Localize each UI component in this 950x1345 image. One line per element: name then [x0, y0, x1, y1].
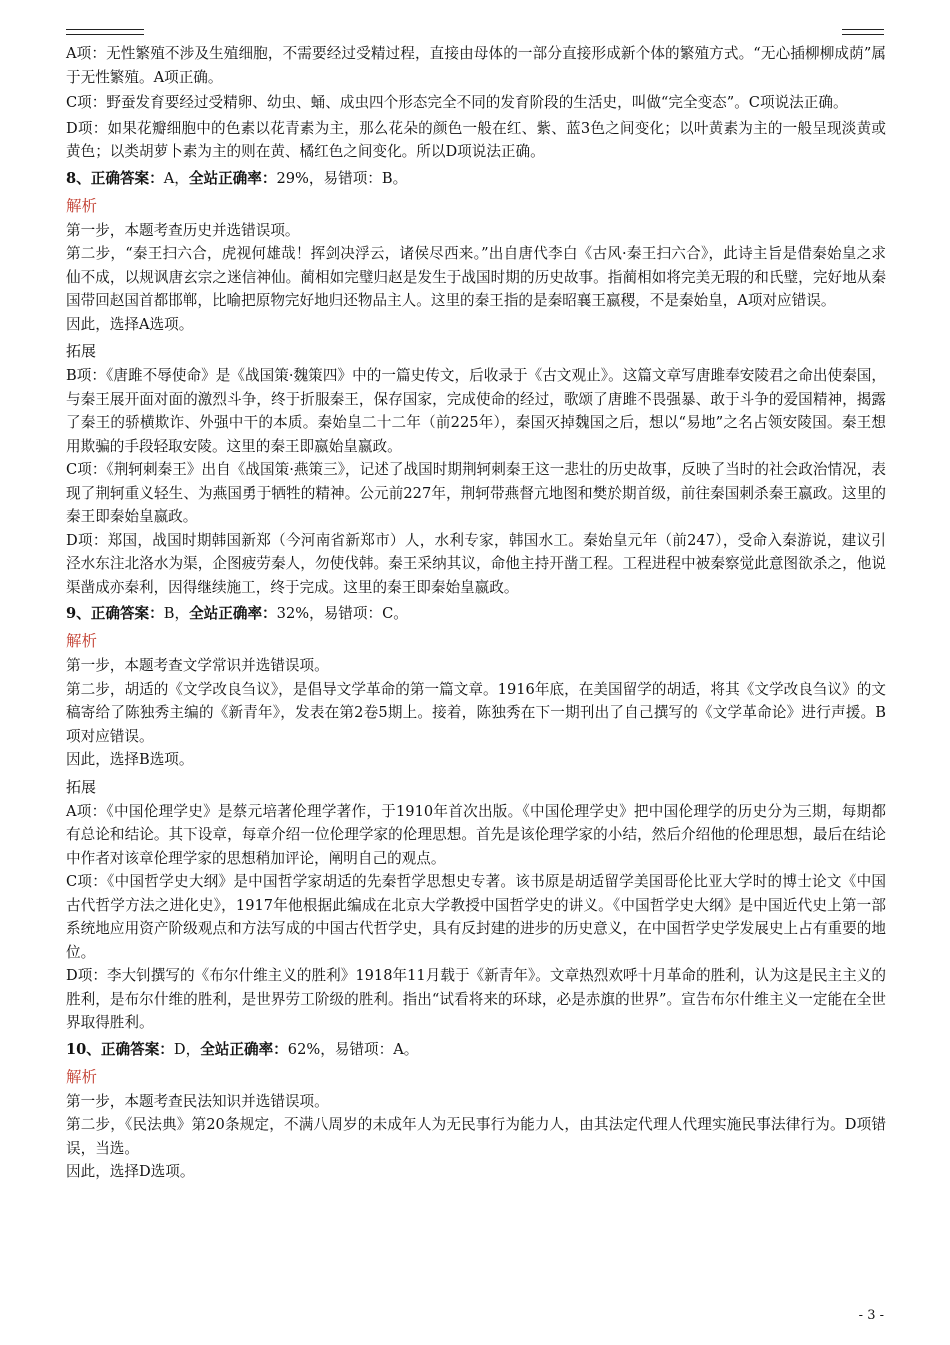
analysis-heading: 解析	[66, 1067, 98, 1086]
wrong-label: 易错项：	[323, 605, 383, 622]
extension-paragraph: C项：《荆轲刺秦王》出自《战国策·燕策三》，记述了战国时期荆轲刺秦王这一悲壮的历史故事，反映了当时的社会政治情况，表现了荆轲重义轻生、为燕国勇于牺牲的精神。公元前227年，荆轲带燕督亢地图和樊於期首级，前往秦国刺杀秦王嬴政。这里的秦王即秦始皇嬴政。	[66, 461, 886, 525]
analysis-paragraph: 第二步，“秦王扫六合，虎视何雄哉！挥剑决浮云，诸侯尽西来。”出自唐代李白《古风·秦王扫六合》，此诗主旨是借秦始皇之求仙不成，以规讽唐玄宗之迷信神仙。蔺相如完璧归赵是发生于战国时期的历史故事。指蔺相如将完美无瑕的和氏璧，完好地从秦国带回赵国首都邯郸，比喻把原物完好地归还物品主人。这里的秦王指的是秦昭襄王嬴稷，不是秦始皇，A项对应错误。	[66, 245, 886, 309]
analysis-paragraph: 第一步，本题考查文学常识并选错误项。	[66, 657, 329, 674]
header-rule-right	[842, 29, 884, 35]
correct-rate: 29%	[276, 169, 309, 187]
extension-paragraph: C项：《中国哲学史大纲》是中国哲学家胡适的先秦哲学思想史专著。该书原是胡适留学美国哥伦比亚大学时的博士论文《中国古代哲学方法之进化史》，1917年他根据此编成在北京大学教授中国哲学史的讲义。《中国哲学史大纲》是中国近代史上第一部系统地应用资产阶级观点和方法写成的中国古代哲学史，具有反封建的进步的历史意义，在中国哲学史学发展史上占有重要的地位。	[66, 873, 886, 961]
rate-label: 全站正确率：	[188, 169, 277, 187]
wrong-option: A。	[393, 1040, 419, 1058]
correct-answer: B	[163, 605, 175, 622]
question-9	[66, 602, 886, 1035]
analysis-paragraph: 第二步，胡适的《文学改良刍议》，是倡导文学革命的第一篇文章。1916年底，在美国留学的胡适，将其《文学改良刍议》的文稿寄给了陈独秀主编的《新青年》，发表在第2卷5期上。接着，陈独秀在下一期刊出了自己撰写的《文学革命论》进行声援。B项对应错误。	[66, 680, 886, 745]
answer-line: 9、正确答案：B，全站正确率：32%，易错项：C。	[66, 605, 408, 622]
analysis-paragraph: 因此，选择A选项。	[66, 315, 194, 333]
wrong-option: C。	[382, 605, 408, 622]
rate-label: 全站正确率：	[189, 605, 277, 622]
extension-paragraph: D项：李大钊撰写的《布尔什维主义的胜利》1918年11月载于《新青年》。文章热烈欢呼十月革命的胜利，认为这是民主主义的胜利，是布尔什维的胜利，是世界劳工阶级的胜利。指出“试看将来的环球，必是赤旗的世界”。宣告布尔什维主义一定能在全世界取得胜利。	[66, 967, 886, 1031]
answer-line: 8、正确答案：A，全站正确率：29%，易错项：B。	[66, 169, 408, 187]
question-8	[66, 167, 886, 600]
correct-answer: D	[173, 1040, 186, 1058]
extension-paragraph: A项：《中国伦理学史》是蔡元培著伦理学著作，于1910年首次出版。《中国伦理学史》把中国伦理学的历史分为三期，每期都有总论和结论。其下设章，每章介绍一位伦理学家的伦理思想。首先是该伦理学家的小结，然后介绍他的伦理思想，最后在结论中作者对该章伦理学家的思想稍加评论，阐明自己的观点。	[66, 802, 886, 867]
rate-label: 全站正确率：	[200, 1040, 288, 1058]
analysis-paragraph: 第一步，本题考查民法知识并选错误项。	[66, 1092, 329, 1110]
analysis-paragraph: 第二步，《民法典》第20条规定，不满八周岁的未成年人为无民事行为能力人，由其法定代理人代理实施民事法律行为。D项错误，当选。	[66, 1116, 886, 1157]
answer-label: 正确答案：	[90, 605, 164, 622]
extension-paragraph: D项：郑国，战国时期韩国新郑（今河南省新郑市）人，水利专家，韩国水工。秦始皇元年（前247），受命入秦游说，建议引泾水东注北洛水为渠，企图疲劳秦人，勿使伐韩。秦王采纳其议，命他主持开凿工程。工程进程中被秦察觉此意图欲杀之，他说渠凿成亦秦利，因得继续施工，终于完成。这里的秦王即秦始皇嬴政。	[66, 531, 886, 596]
question-number: 8、	[66, 169, 91, 187]
extension-heading: 拓展	[66, 777, 97, 796]
analysis-paragraph: 第一步，本题考查历史并选错误项。	[66, 221, 300, 239]
header-rule-left	[66, 29, 144, 35]
answer-label: 正确答案：	[100, 1040, 174, 1058]
correct-rate: 62%	[287, 1040, 321, 1058]
extension-paragraph: B项：《唐雎不辱使命》是《战国策·魏策四》中的一篇史传文，后收录于《古文观止》。这篇文章写唐雎奉安陵君之命出使秦国，与秦王展开面对面的激烈斗争，终于折服秦王，保存国家，完成使命的经过，歌颂了唐雎不畏强暴、敢于斗争的爱国精神，揭露了秦王的骄横欺诈、外强中干的本质。秦始皇二十二年（前225年），秦国灭掉魏国之后，想以“易地”之名占领安陵国。秦王想用欺骗的手段轻取安陵。这里的秦王即嬴始皇嬴政。	[66, 367, 886, 455]
answer-label: 正确答案：	[90, 169, 164, 187]
intro-paragraph: A项：无性繁殖不涉及生殖细胞，不需要经过受精过程，直接由母体的一部分直接形成新个体的繁殖方式。“无心插柳柳成荫”属于无性繁殖。A项正确。	[66, 45, 886, 86]
analysis-paragraph: 因此，选择B选项。	[66, 751, 194, 768]
question-10	[66, 1038, 886, 1184]
question-number: 10、	[66, 1040, 101, 1058]
intro-paragraph: C项：野蚕发育要经过受精卵、幼虫、蛹、成虫四个形态完全不同的发育阶段的生活史，叫做“完全变态”。C项说法正确。	[66, 94, 848, 111]
question-number: 9、	[66, 605, 91, 622]
wrong-option: B。	[381, 169, 408, 187]
correct-answer: A	[163, 169, 175, 187]
page-content	[66, 42, 886, 1184]
page-number: - 3 -	[858, 1308, 884, 1323]
analysis-heading: 解析	[66, 196, 98, 215]
intro-paragraph: D项：如果花瓣细胞中的色素以花青素为主，那么花朵的颜色一般在红、紫、蓝3色之间变化；以叶黄素为主的一般呈现淡黄或黄色；以类胡萝卜素为主的则在黄、橘红色之间变化。所以D项说法正确。	[66, 119, 886, 160]
answer-line: 10、正确答案：D，全站正确率：62%，易错项：A。	[66, 1040, 419, 1058]
extension-heading: 拓展	[66, 342, 97, 360]
wrong-label: 易错项：	[323, 169, 382, 187]
analysis-heading: 解析	[66, 632, 98, 650]
wrong-label: 易错项：	[334, 1040, 394, 1058]
analysis-paragraph: 因此，选择D选项。	[66, 1163, 195, 1180]
correct-rate: 32%	[276, 605, 310, 622]
